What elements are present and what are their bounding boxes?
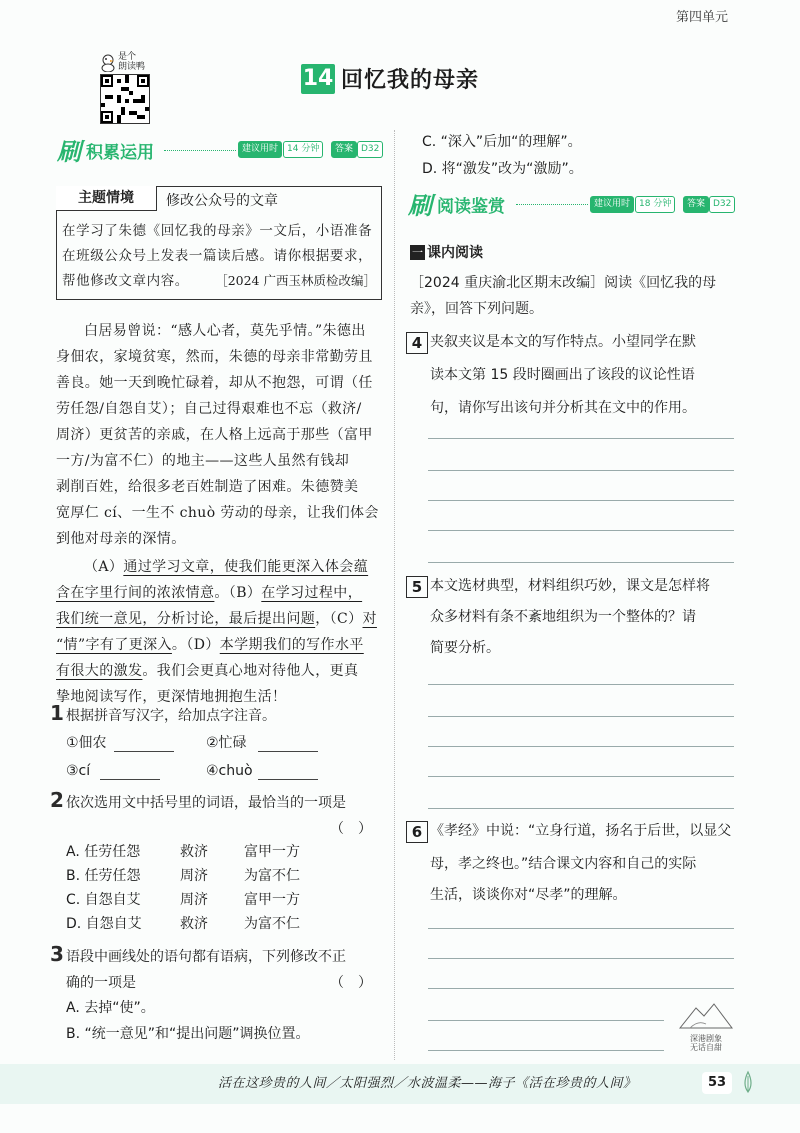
passage-line: 我们统一意见，分析讨论，最后提出问题，（C）对 xyxy=(56,611,377,627)
section-brush-icon: 刷 xyxy=(408,192,432,220)
question-5-line-3: 简要分析。 xyxy=(430,640,500,656)
question-2-text: 依次选用文中括号里的词语，最恰当的一项是 xyxy=(66,795,346,811)
answer-line[interactable] xyxy=(428,988,734,989)
question-number-1: 1 xyxy=(50,701,64,725)
q1-item-1: ①佃农 xyxy=(66,735,107,751)
mountain-sketch-icon xyxy=(676,1000,736,1050)
theme-subtitle: 修改公众号的文章 xyxy=(166,193,278,209)
part-number: 一 xyxy=(412,246,423,259)
section-divider xyxy=(516,204,588,205)
answer-line[interactable] xyxy=(428,438,734,439)
answer-label: 答案 xyxy=(683,196,709,213)
question-number-5: 5 xyxy=(406,576,428,598)
q1-blank-2[interactable] xyxy=(258,751,318,752)
question-6-line-3: 生活，谈谈你对“尽孝”的理解。 xyxy=(430,887,627,903)
answer-line[interactable] xyxy=(428,958,734,959)
reading-intro-line-1: ［2024 重庆渝北区期末改编］阅读《回忆我的母 xyxy=(410,275,717,291)
answer-page: D32 xyxy=(709,196,735,213)
reading-intro-line-2: 亲》，回答下列问题。 xyxy=(410,301,543,317)
passage-line: 善良。她一天到晚忙碌着，却从不抱怨，可谓（任 xyxy=(56,375,373,391)
section-title-accumulate: 积累运用 xyxy=(86,143,154,163)
q3-option-b[interactable]: B. “统一意见”和“提出问题”调换位置。 xyxy=(66,1026,310,1042)
answer-page: D32 xyxy=(357,141,383,158)
lesson-number: 14 xyxy=(301,64,335,94)
footer-quote: 活在这珍贵的人间／太阳强烈／水波温柔——海子《活在珍贵的人间》 xyxy=(218,1076,637,1091)
q2-option-a[interactable]: A. 任劳任怨 救济 富甲一方 xyxy=(66,844,300,860)
theme-source: ［2024 广西玉林质检改编］ xyxy=(215,273,376,288)
passage-line: 身佃农，家境贫寒，然而，朱德的母亲非常勤劳且 xyxy=(56,349,373,365)
underlined-sentence-b: 在学习过程中， xyxy=(261,585,363,601)
answer-line[interactable] xyxy=(428,684,734,685)
section-brush-icon: 刷 xyxy=(57,138,81,166)
leaf-icon xyxy=(738,1070,758,1098)
theme-tab: 主题情境 xyxy=(56,186,157,211)
page-number: 53 xyxy=(702,1072,732,1094)
underlined-sentence-d: 本学期我们的写作水平 xyxy=(219,637,364,653)
duck-mascot-icon xyxy=(100,54,116,72)
answer-line[interactable] xyxy=(428,746,734,747)
qr-label-line-2: 朗读鸭 xyxy=(118,62,146,72)
stamp-line-1: 深港剧象 xyxy=(690,1034,722,1043)
part-title: 课内阅读 xyxy=(427,245,483,261)
passage-line: 一方/为富不仁）的地主——这些人虽然有钱却 xyxy=(56,453,350,469)
passage-line: （A）通过学习文章，使我们能更深入体会蕴 xyxy=(84,559,369,575)
time-value: 18 分钟 xyxy=(635,196,675,213)
question-4-line-1: 夹叙夹议是本文的写作特点。小望同学在默 xyxy=(430,334,696,350)
q2-option-b[interactable]: B. 任劳任怨 周济 为富不仁 xyxy=(66,868,300,884)
answer-line[interactable] xyxy=(428,500,734,501)
answer-line[interactable] xyxy=(428,1050,664,1051)
q1-blank-1[interactable] xyxy=(114,751,174,752)
q2-answer-paren[interactable]: （ ） xyxy=(330,821,372,837)
passage-line: 有很大的激发。我们会更真心地对待他人，更真 xyxy=(56,663,359,679)
column-divider xyxy=(394,130,395,1060)
q1-item-3: ③cí xyxy=(66,763,91,779)
q3-option-d[interactable]: D. 将“激发”改为“激励”。 xyxy=(422,161,583,177)
question-6-line-1: 《孝经》中说：“立身行道，扬名于后世，以显父 xyxy=(430,823,732,839)
answer-line[interactable] xyxy=(428,470,734,471)
passage xyxy=(56,318,384,710)
question-5-line-1: 本文选材典型，材料组织巧妙，课文是怎样将 xyxy=(430,578,710,594)
passage-line: 含在字里行间的浓浓情意。（B）在学习过程中， xyxy=(56,585,363,601)
question-1-text: 根据拼音写汉字，给加点字注音。 xyxy=(66,708,276,724)
passage-line: 挚地阅读写作，更深情地拥抱生活！ xyxy=(56,689,287,705)
qr-label-line-1: 是个 xyxy=(118,52,137,62)
q1-item-2: ②忙碌 xyxy=(206,735,247,751)
q1-blank-3[interactable] xyxy=(100,779,160,780)
time-value: 14 分钟 xyxy=(283,141,323,158)
question-3-text-line-2: 确的一项是 xyxy=(66,975,136,991)
passage-line: 剥削百姓，给很多老百姓制造了困难。朱德赞美 xyxy=(56,479,359,495)
theme-text: 在学习了朱德《回忆我的母亲》一文后，小语准备在班级公众号上发表一篇读后感。请你根据要求，帮他修改文章内容。 xyxy=(62,223,373,289)
question-6-line-2: 母，孝之终也。”结合课文内容和自己的实际 xyxy=(430,856,697,872)
section-divider xyxy=(164,150,236,151)
question-number-3: 3 xyxy=(50,942,64,966)
passage-line: 劳任怨/自怨自艾）；自己过得艰难也不忘（救济/ xyxy=(56,401,362,417)
q3-option-c[interactable]: C. “深入”后加“的理解”。 xyxy=(422,134,582,150)
q2-option-d[interactable]: D. 自怨自艾 救济 为富不仁 xyxy=(66,916,300,932)
q2-option-c[interactable]: C. 自怨自艾 周济 富甲一方 xyxy=(66,892,300,908)
answer-line[interactable] xyxy=(428,808,734,809)
answer-line[interactable] xyxy=(428,716,734,717)
qr-label xyxy=(118,52,145,72)
question-4-line-3: 句，请你写出该句并分析其在文中的作用。 xyxy=(430,400,696,416)
question-5-line-2: 众多材料有条不紊地组织为一个整体的？请 xyxy=(430,609,696,625)
answer-line[interactable] xyxy=(428,928,734,929)
answer-line[interactable] xyxy=(428,562,734,563)
passage-line: “情”字有了更深入。（D）本学期我们的写作水平 xyxy=(56,637,364,653)
section-title-reading: 阅读鉴赏 xyxy=(437,197,505,217)
q1-item-4: ④chuò xyxy=(206,763,253,779)
qr-code[interactable] xyxy=(100,74,150,124)
q1-blank-4[interactable] xyxy=(258,779,318,780)
question-number-2: 2 xyxy=(50,788,64,812)
unit-label: 第四单元 xyxy=(676,10,729,25)
time-label: 建议用时 xyxy=(590,196,634,213)
underlined-sentence-c: 对 xyxy=(362,611,377,627)
answer-line[interactable] xyxy=(428,1020,664,1021)
question-number-6: 6 xyxy=(406,821,428,843)
passage-line: 宽厚仁 cí、一生不 chuò 劳动的母亲，让我们体会 xyxy=(56,505,379,521)
answer-label: 答案 xyxy=(331,141,357,158)
q3-option-a[interactable]: A. 去掉“使”。 xyxy=(66,1000,155,1016)
answer-line[interactable] xyxy=(428,776,734,777)
passage-line: 白居易曾说：“感人心者，莫先乎情。”朱德出 xyxy=(84,323,366,339)
answer-line[interactable] xyxy=(428,530,734,531)
passage-line: 周济）更贫苦的亲戚，在人格上远高于那些（富甲 xyxy=(56,427,373,443)
time-label: 建议用时 xyxy=(238,141,282,158)
underlined-sentence-a: 通过学习文章，使我们能更深入体会蕴 xyxy=(123,559,369,575)
lesson-title: 回忆我的母亲 xyxy=(341,68,480,93)
question-number-4: 4 xyxy=(406,332,428,354)
passage-line: 到他对母亲的深情。 xyxy=(56,531,186,547)
stamp-line-2: 无话自甜 xyxy=(690,1043,722,1052)
question-4-line-2: 读本文第 15 段时圈画出了该段的议论性语 xyxy=(430,367,695,383)
question-3-text-line-1: 语段中画线处的语句都有语病，下列修改不正 xyxy=(66,949,346,965)
q3-answer-paren[interactable]: （ ） xyxy=(330,975,372,991)
